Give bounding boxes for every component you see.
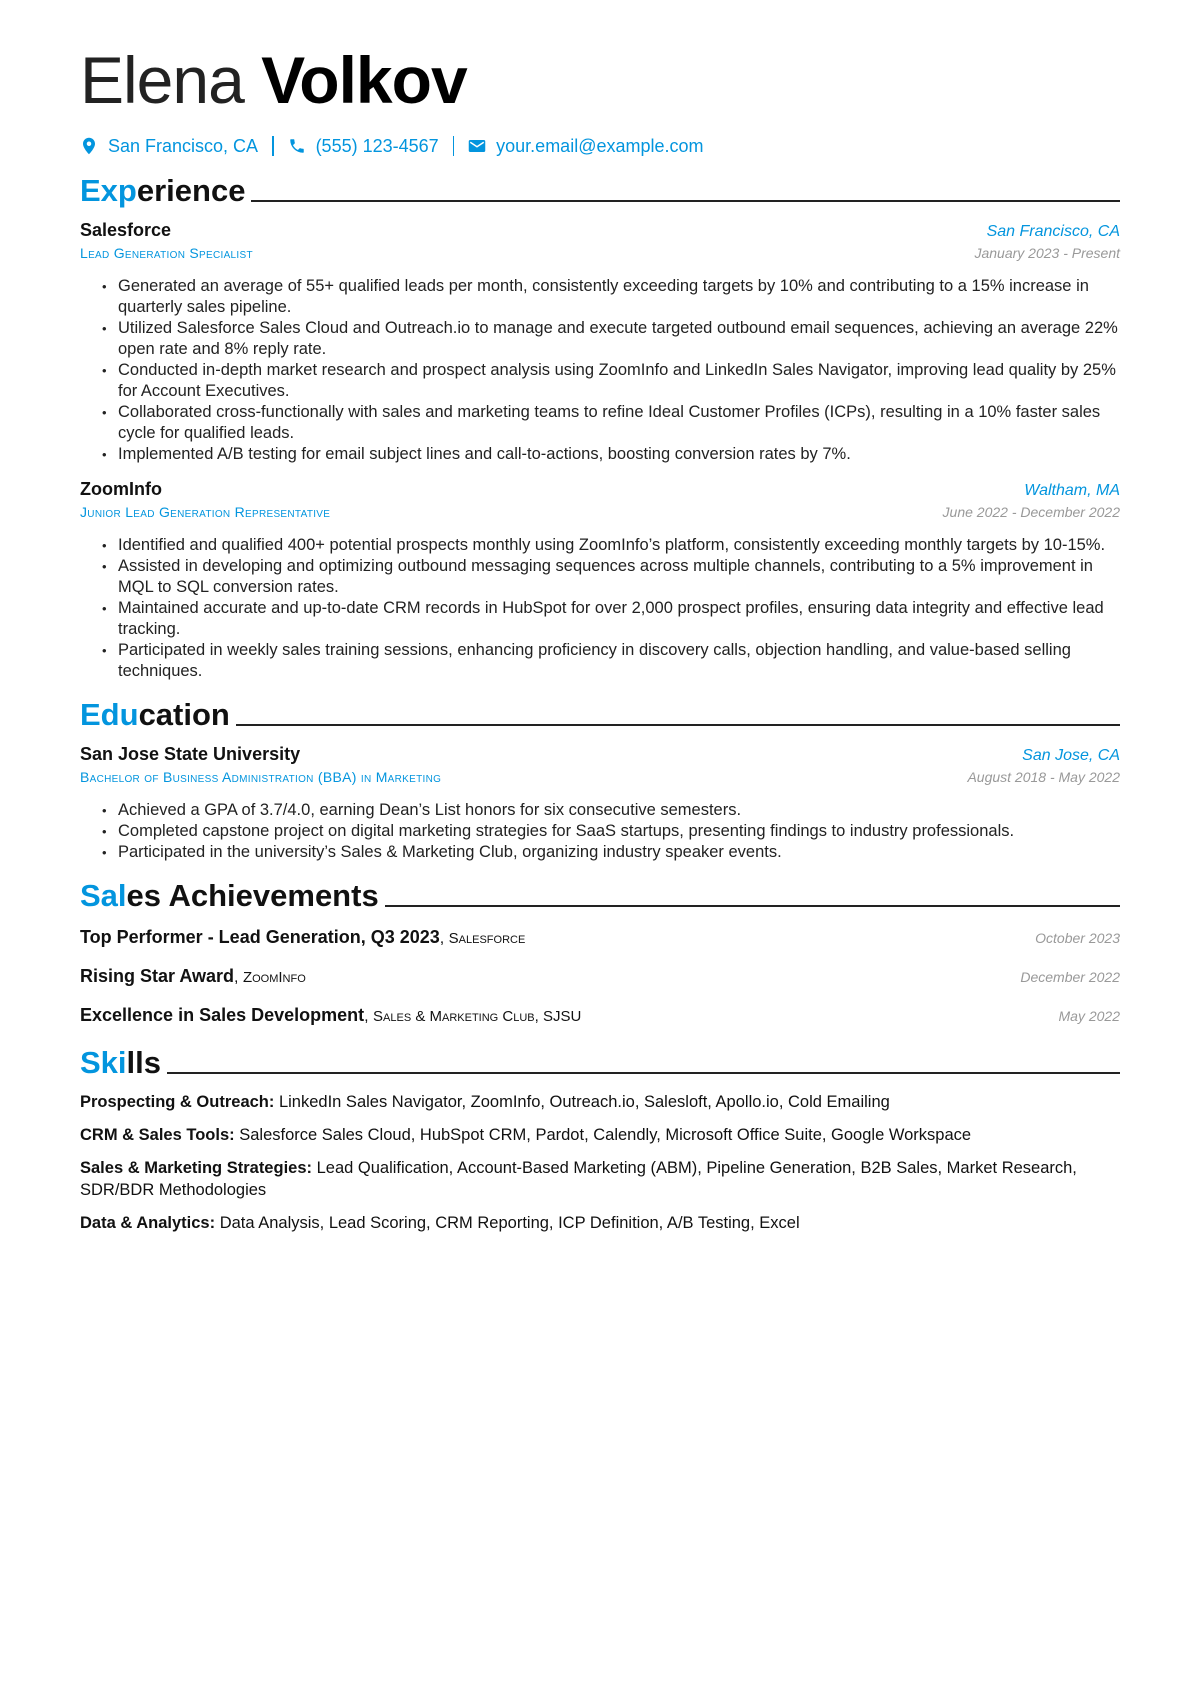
divider — [236, 724, 1120, 726]
contact-line — [80, 134, 1120, 158]
email[interactable] — [468, 136, 703, 157]
experience-entry — [80, 218, 1120, 465]
experience-entry — [80, 477, 1120, 682]
bullet: • Conducted in-depth market research and prospect analysis using ZoomInfo and LinkedIn Sales Navigator, improving lead quality by 25% for Account Executives. — [118, 360, 1120, 402]
location-text: San Francisco, CA — [108, 135, 259, 156]
achievement: Top Performer - Lead Generation, Q3 2023, Salesforce October 2023 — [80, 927, 1120, 947]
resume — [80, 40, 1120, 1234]
location — [80, 136, 258, 157]
achievement-date: October 2023 — [1035, 930, 1120, 946]
location: Waltham, MA — [1024, 482, 1120, 499]
bullet: • Generated an average of 55+ qualified leads per month, consistently exceeding targets by 10% and contributing to a 15% increase in quarterly sales pipeline. — [118, 276, 1120, 318]
dates: June 2022 - December 2022 — [942, 504, 1120, 520]
divider — [385, 905, 1120, 907]
section-title: Experience — [80, 173, 246, 208]
achievement-org: ZoomInfo — [242, 969, 306, 986]
skill-label: CRM & Sales Tools: — [80, 1126, 235, 1144]
skill-label: Sales & Marketing Strategies: — [80, 1159, 312, 1177]
phone[interactable] — [288, 136, 439, 157]
email-text: your.email@example.com — [496, 135, 704, 156]
bullet-list — [118, 276, 1120, 465]
skill-value: LinkedIn Sales Navigator, ZoomInfo, Outreach.io, Salesloft, Apollo.io, Cold Emailing — [278, 1093, 890, 1111]
bullet-list — [118, 535, 1120, 682]
section-achievements — [80, 875, 1120, 913]
skill-row — [80, 1091, 1120, 1113]
divider — [167, 1072, 1120, 1074]
skill-label: Prospecting & Outreach: — [80, 1093, 275, 1111]
section-title: Education — [80, 697, 230, 732]
achievement-title: Excellence in Sales Development — [80, 1005, 365, 1025]
skill-row — [80, 1212, 1120, 1234]
skill-value: Data Analysis, Lead Scoring, CRM Reporting, ICP Definition, A/B Testing, Excel — [219, 1214, 800, 1232]
skill-value: Salesforce Sales Cloud, HubSpot CRM, Pardot, Calendly, Microsoft Office Suite, Google Workspace — [239, 1126, 972, 1144]
location: San Francisco, CA — [986, 223, 1120, 240]
achievement-title: Top Performer - Lead Generation, Q3 2023 — [80, 927, 440, 947]
section-experience — [80, 170, 1120, 208]
skill-row — [80, 1157, 1120, 1201]
achievement-date: December 2022 — [1020, 969, 1120, 985]
bullet: • Maintained accurate and up-to-date CRM records in HubSpot for over 2,000 prospect profiles, ensuring data integrity and effective lead tracking. — [118, 598, 1120, 640]
section-education — [80, 694, 1120, 732]
divider — [453, 136, 455, 156]
bullet: • Implemented A/B testing for email subject lines and call-to-actions, boosting conversion rates by 7%. — [118, 444, 1120, 465]
envelope-icon — [468, 137, 486, 155]
last-name: Volkov — [261, 43, 467, 117]
dates: January 2023 - Present — [974, 245, 1120, 261]
candidate-name — [80, 40, 1120, 120]
achievement-date: May 2022 — [1058, 1008, 1120, 1024]
location: San Jose, CA — [1022, 747, 1120, 764]
phone-icon — [288, 137, 306, 155]
bullet: • Achieved a GPA of 3.7/4.0, earning Dean’s List honors for six consecutive semesters. — [118, 800, 1120, 821]
company: Salesforce — [80, 220, 172, 240]
dates: August 2018 - May 2022 — [967, 769, 1120, 785]
map-pin-icon — [80, 137, 98, 155]
bullet: • Participated in the university’s Sales & Marketing Club, organizing industry speaker events. — [118, 842, 1120, 863]
achievement-org: Salesforce — [448, 930, 526, 947]
skill-row — [80, 1124, 1120, 1146]
divider — [251, 200, 1120, 202]
achievement: Excellence in Sales Development, Sales & Marketing Club, SJSU May 2022 — [80, 1005, 1120, 1025]
first-name: Elena — [80, 43, 244, 117]
bullet: • Completed capstone project on digital marketing strategies for SaaS startups, presenting findings to industry professionals. — [118, 821, 1120, 842]
achievement: Rising Star Award, ZoomInfo December 2022 — [80, 966, 1120, 986]
bullet: • Participated in weekly sales training sessions, enhancing proficiency in discovery calls, objection handling, and value-based selling techniques. — [118, 640, 1120, 682]
achievement-org: Sales & Marketing Club, SJSU — [373, 1008, 582, 1025]
company: ZoomInfo — [80, 479, 162, 499]
achievement-title: Rising Star Award — [80, 966, 235, 986]
bullet: • Collaborated cross-functionally with sales and marketing teams to refine Ideal Customer Profiles (ICPs), resulting in a 10% faster sales cycle for qualified leads. — [118, 402, 1120, 444]
bullet-list — [118, 800, 1120, 863]
phone-text: (555) 123-4567 — [315, 135, 439, 156]
section-title: Skills — [80, 1045, 161, 1080]
divider — [272, 136, 274, 156]
job-title: Junior Lead Generation Representative — [80, 504, 331, 520]
job-title: Lead Generation Specialist — [80, 245, 253, 261]
school: San Jose State University — [80, 744, 301, 764]
bullet: • Assisted in developing and optimizing outbound messaging sequences across multiple channels, contributing to a 5% improvement in MQL to SQL conversion rates. — [118, 556, 1120, 598]
skill-value: Lead Qualification, Account-Based Marketing (ABM), Pipeline Generation, B2B Sales, Market Research, SDR/BDR Methodologies — [80, 1159, 1077, 1199]
education-entry — [80, 742, 1120, 863]
section-title: Sales Achievements — [80, 878, 379, 913]
skill-label: Data & Analytics: — [80, 1214, 216, 1232]
bullet: • Identified and qualified 400+ potential prospects monthly using ZoomInfo’s platform, consistently exceeding monthly targets by 10-15%. — [118, 535, 1120, 556]
degree: Bachelor of Business Administration (BBA) in Marketing — [80, 769, 442, 785]
section-skills — [80, 1042, 1120, 1080]
bullet: • Utilized Salesforce Sales Cloud and Outreach.io to manage and execute targeted outbound email sequences, achieving an average 22% open rate and 8% reply rate. — [118, 318, 1120, 360]
